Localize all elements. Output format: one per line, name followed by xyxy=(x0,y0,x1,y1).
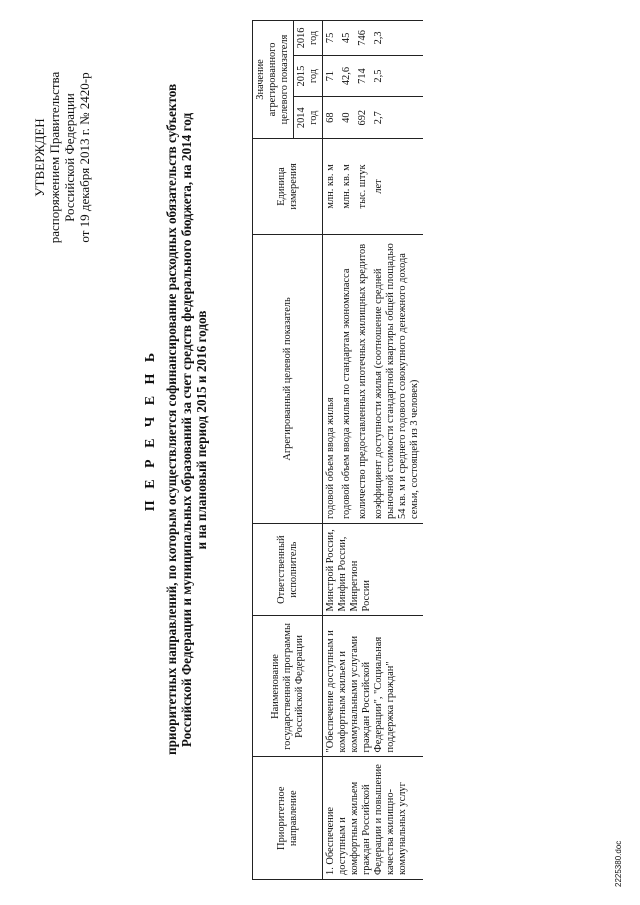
cell-value-2015: 71 xyxy=(323,55,340,97)
priority-directions-table xyxy=(252,20,423,880)
document-title: П Е Р Е Ч Е Н Ь xyxy=(143,348,158,512)
cell-executor: Минстрой России, Минфин России, Минрегион России xyxy=(323,523,424,615)
cell-value-2014: 692 xyxy=(355,97,371,139)
cell-value-2015: 2,5 xyxy=(371,55,423,97)
cell-unit: млн. кв. м xyxy=(323,138,340,234)
cell-value-2014: 2,7 xyxy=(371,97,423,139)
cell-value-2015: 714 xyxy=(355,55,371,97)
cell-indicator: количество предоставленных ипотечных жилищных кредитов xyxy=(355,234,371,523)
approval-line-4: от 19 декабря 2013 г. № 2420-р xyxy=(77,72,92,243)
document-heading xyxy=(143,83,209,755)
col-header-value-group: Значение агрегированного целевого показателя xyxy=(253,21,294,139)
cell-value-2016: 746 xyxy=(355,21,371,56)
approval-stamp xyxy=(32,30,92,285)
cell-value-2016: 75 xyxy=(323,21,340,56)
col-header-indicator: Агрегированный целевой показатель xyxy=(253,234,323,523)
col-header-unit: Единица измерения xyxy=(253,138,323,234)
cell-direction: 1. Обеспечение доступным и комфортным жильем граждан Российской Федерации и повышение качества жилищно-коммунальных услуг xyxy=(323,757,424,880)
approval-line-2: распоряжением Правительства xyxy=(47,71,62,244)
cell-indicator: коэффициент доступности жилья (соотношение средней рыночной стоимости стандартной квартиры общей площадью 54 кв. м и среднего годового совокупного денежного дохода семьи, состоящей из 3 человек) xyxy=(371,234,423,523)
cell-program: "Обеспечение доступным и комфортным жильем и коммунальными услугами граждан Российской Федерации", "Социальная поддержка граждан" xyxy=(323,616,424,757)
col-header-program: Наименование государственной программы Российской Федерации xyxy=(253,616,323,757)
cell-value-2016: 45 xyxy=(339,21,355,56)
col-header-direction: Приоритетное направление xyxy=(253,757,323,880)
approval-line-1: УТВЕРЖДЕН xyxy=(32,118,47,197)
approval-line-3: Российской Федерации xyxy=(62,93,77,222)
col-header-executor: Ответственный исполнитель xyxy=(253,523,323,615)
cell-indicator: годовой объем ввода жилья xyxy=(323,234,340,523)
file-code: 2225380.doc xyxy=(614,840,623,887)
table-row xyxy=(323,21,340,880)
col-header-2016: 2016 год xyxy=(294,21,323,56)
col-header-2014: 2014 год xyxy=(294,97,323,139)
heading-line-2: Российской Федерации и муниципальных образований за счет средств федерального бюджета, на 2014 год xyxy=(179,112,194,748)
cell-value-2014: 68 xyxy=(323,97,340,139)
cell-indicator: годовой объем ввода жилья по стандартам экономкласса xyxy=(339,234,355,523)
cell-unit: тыс. штук xyxy=(355,138,371,234)
cell-unit: млн. кв. м xyxy=(339,138,355,234)
heading-line-1: приоритетных направлений, по которым осуществляется софинансирование расходных обязательств субъектов xyxy=(164,83,179,755)
header-row-1 xyxy=(253,21,294,880)
cell-unit: лет xyxy=(371,138,423,234)
cell-value-2015: 42,6 xyxy=(339,55,355,97)
col-header-2015: 2015 год xyxy=(294,55,323,97)
heading-line-3: и на плановый период 2015 и 2016 годов xyxy=(194,310,209,550)
cell-value-2014: 40 xyxy=(339,97,355,139)
cell-value-2016: 2,3 xyxy=(371,21,423,56)
